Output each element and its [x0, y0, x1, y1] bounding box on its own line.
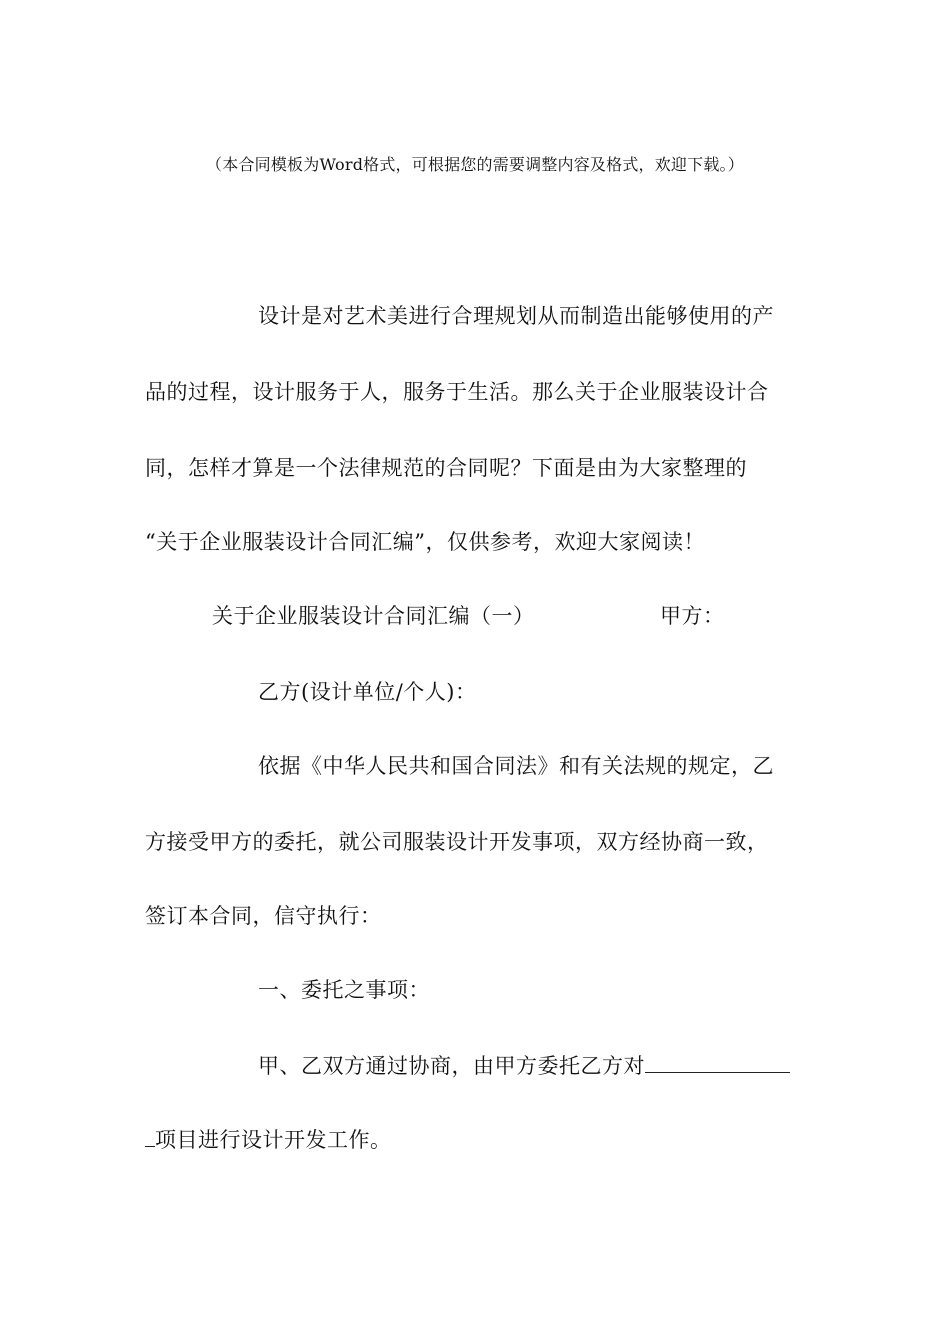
- template-note: （本合同模板为Word格式，可根据您的需要调整内容及格式，欢迎下载。）: [206, 155, 744, 174]
- paragraph-1-line-3: 签订本合同，信守执行：: [145, 904, 382, 928]
- paragraph-2-line-1: [258, 1050, 790, 1080]
- party-a-label: 甲方：: [660, 604, 725, 628]
- paragraph-1-line-2: 方接受甲方的委托，就公司服装设计开发事项，双方经协商一致，: [145, 830, 769, 854]
- fill-in-blank-continued[interactable]: [145, 1124, 155, 1147]
- paragraph-1-line-1: 依据《中华人民共和国合同法》和有关法规的规定，乙: [258, 754, 774, 778]
- contract-heading: 关于企业服装设计合同汇编（一）: [212, 604, 535, 628]
- fill-in-blank[interactable]: [645, 1050, 790, 1073]
- section-1-title: 一、委托之事项：: [258, 978, 430, 1002]
- intro-line-3: 同，怎样才算是一个法律规范的合同呢？下面是由为大家整理的: [145, 456, 747, 480]
- intro-line-4: “关于企业服装设计合同汇编”，仅供参考，欢迎大家阅读！: [145, 530, 705, 554]
- paragraph-2-line-2: [145, 1124, 392, 1154]
- intro-line-2: 品的过程，设计服务于人，服务于生活。那么关于企业服装设计合: [145, 380, 769, 404]
- paragraph-2-text-2: 项目进行设计开发工作。: [155, 1128, 392, 1152]
- intro-line-1: 设计是对艺术美进行合理规划从而制造出能够使用的产: [258, 304, 774, 328]
- paragraph-2-text: 甲、乙双方通过协商，由甲方委托乙方对: [258, 1054, 645, 1078]
- party-b-label: 乙方(设计单位/个人)：: [258, 680, 477, 704]
